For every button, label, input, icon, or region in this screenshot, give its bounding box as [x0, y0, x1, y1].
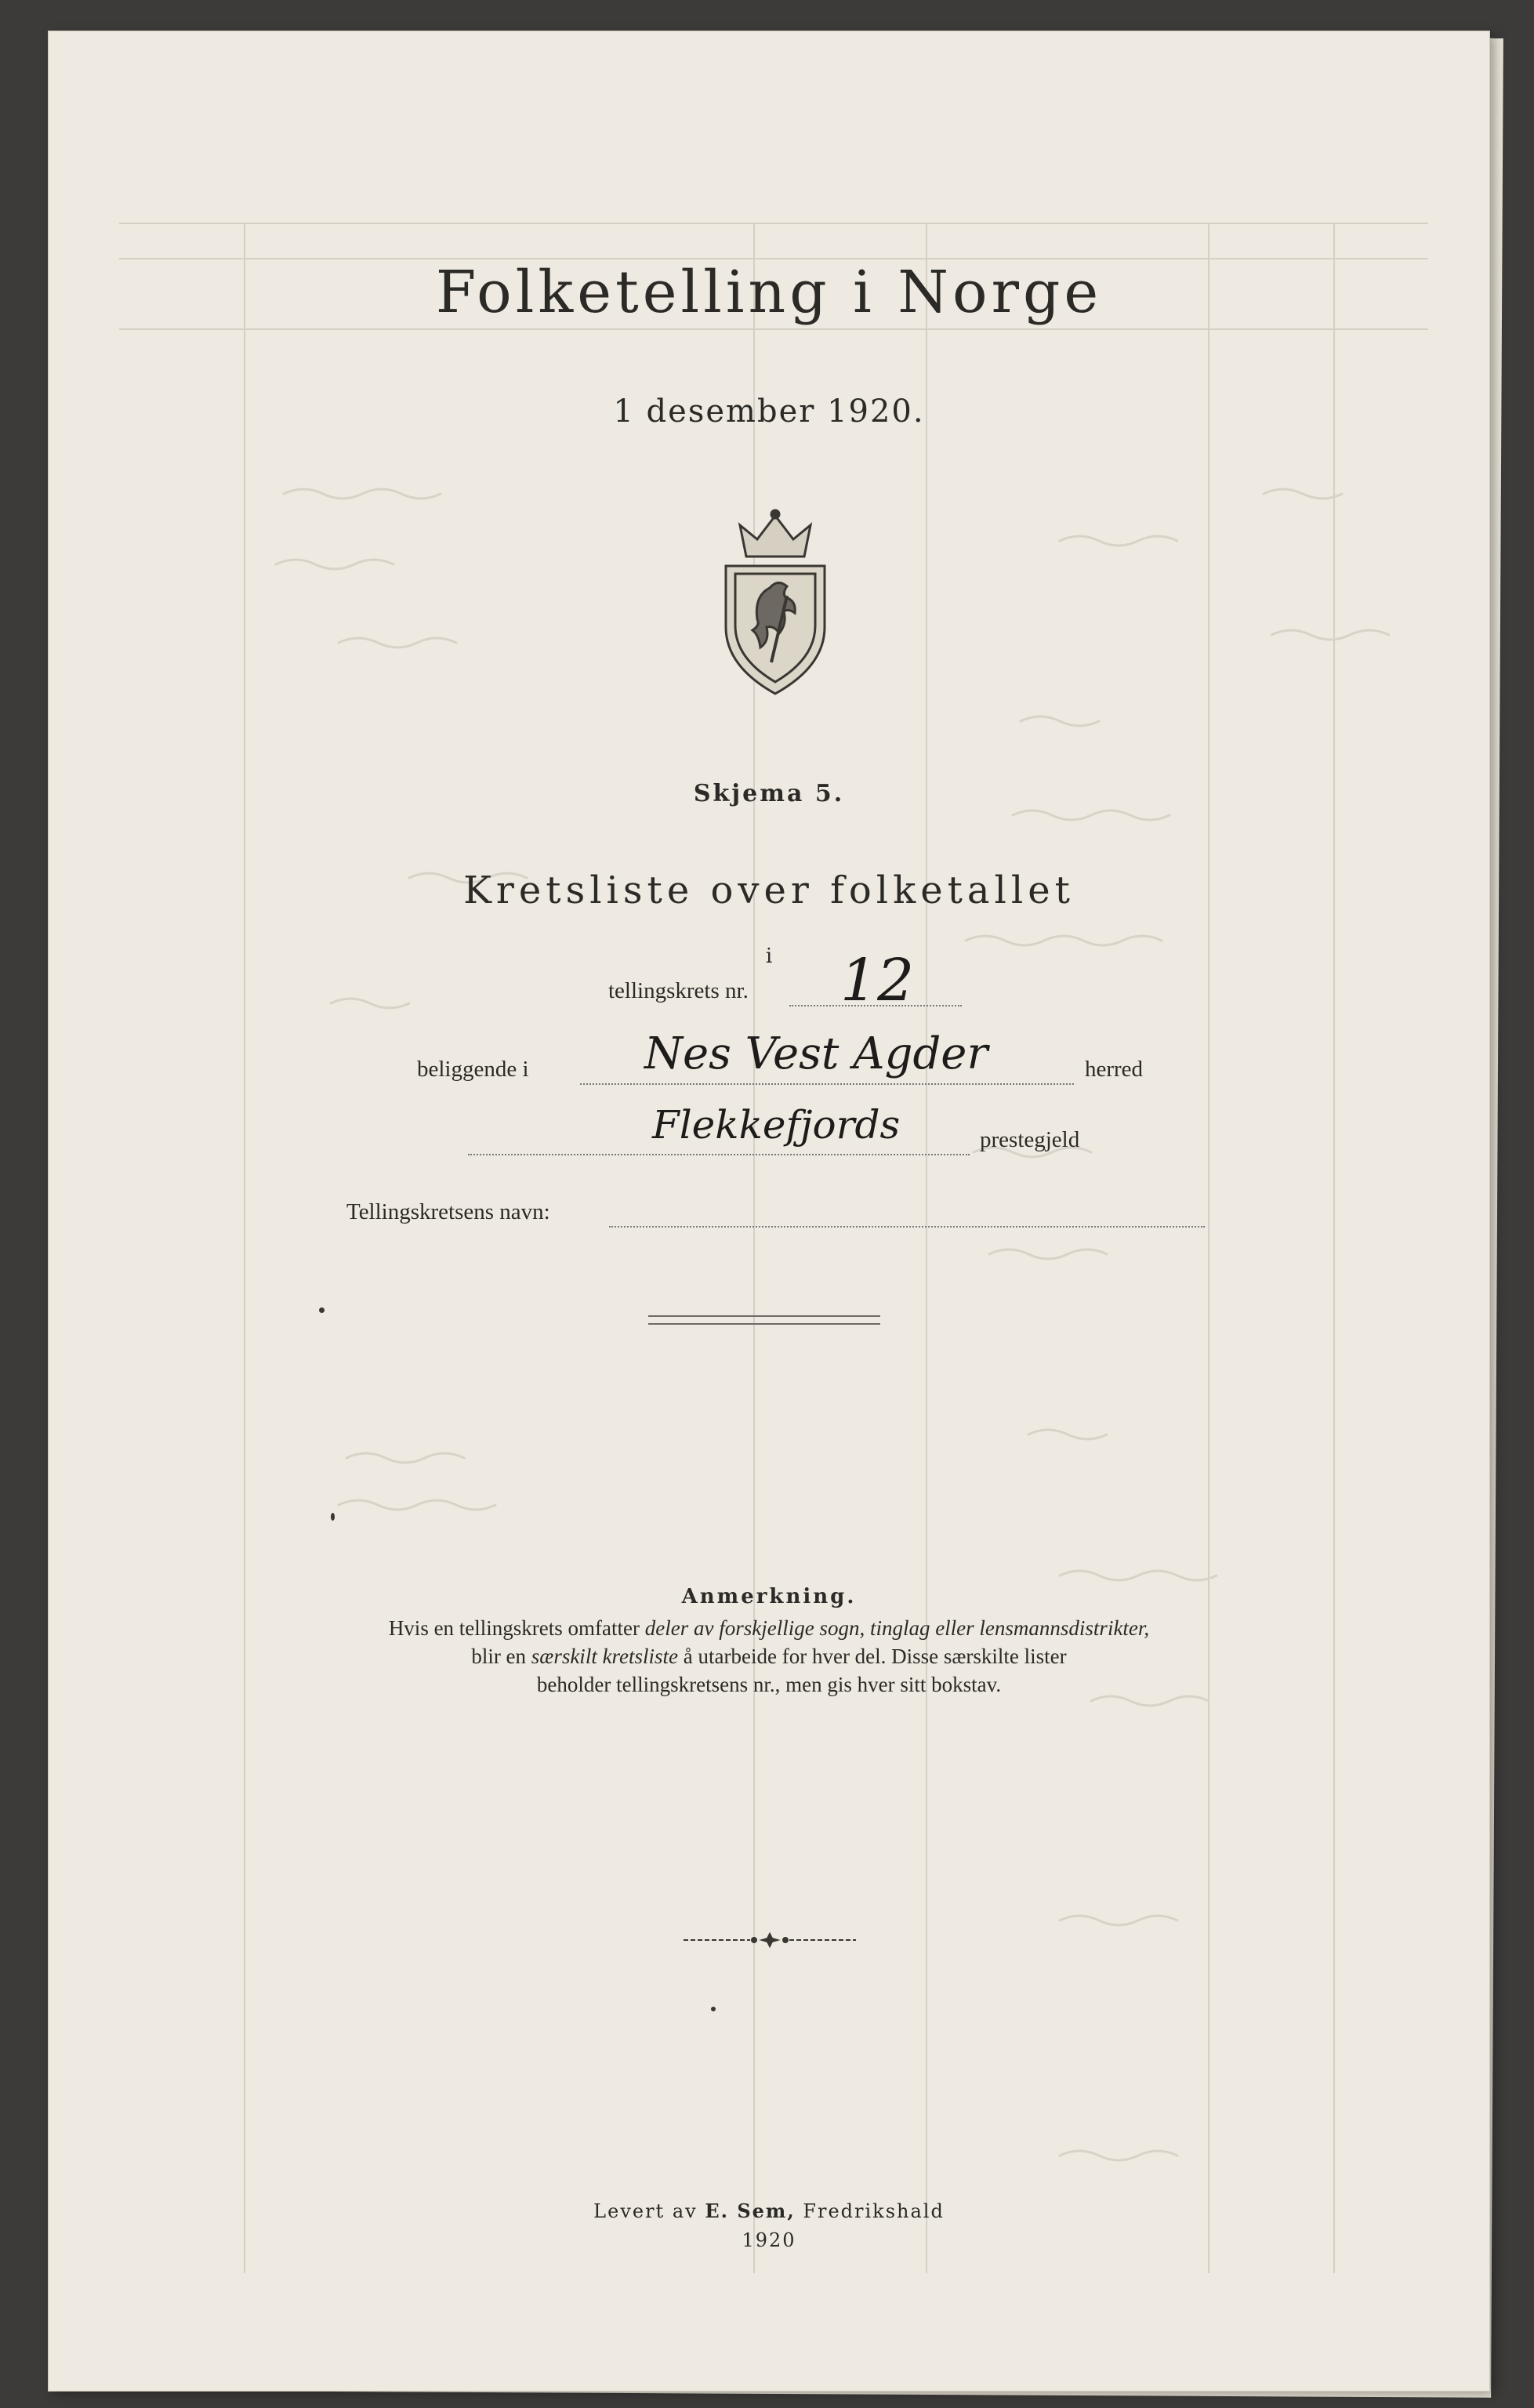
schema-number: Skjema 5.: [693, 780, 845, 807]
printer-place: Fredrikshald: [795, 2200, 945, 2222]
printer-prefix: Levert av: [593, 2200, 705, 2222]
ink-speck: [331, 1513, 335, 1521]
note-line-1: [49, 1616, 1489, 1641]
note-line-1-italic: deler av forskjellige sogn, tinglag eller lensmannsdistrikter,: [644, 1616, 1150, 1640]
herred-label: herred: [1085, 1057, 1144, 1082]
census-form-page: [49, 31, 1489, 2391]
navn-label: Tellingskretsens navn:: [346, 1199, 550, 1224]
connector-word: i: [765, 945, 773, 968]
note-line-2-italic: særskilt kretsliste: [531, 1645, 679, 1668]
prestegjeld-underline: [468, 1154, 970, 1155]
note-line-1-text: Hvis en tellingskrets omfatter: [388, 1616, 645, 1640]
printer-year: 1920: [742, 2229, 796, 2251]
form-title: Folketelling i Norge: [435, 259, 1103, 326]
krets-value[interactable]: 12: [840, 947, 915, 1014]
navn-underline: [609, 1226, 1205, 1228]
separator-rule: [648, 1323, 880, 1325]
norway-coat-of-arms-icon: [709, 502, 842, 698]
separator-rule: [648, 1315, 880, 1317]
beliggende-value[interactable]: Nes Vest Agder: [644, 1028, 988, 1079]
ink-speck: [319, 1307, 325, 1313]
prestegjeld-label: prestegjeld: [980, 1127, 1080, 1152]
printer-credit: [49, 2199, 1489, 2222]
bleed-through-texture: [49, 31, 1489, 2391]
ink-speck: [711, 2007, 716, 2011]
form-heading: Kretsliste over folketallet: [463, 869, 1075, 912]
beliggende-label: beliggende i: [417, 1057, 529, 1082]
ornament-divider-icon: [676, 1932, 864, 1948]
prestegjeld-value[interactable]: Flekkefjords: [652, 1102, 901, 1148]
note-line-2-rest: å utarbeide for hver del. Disse særskilte lister: [678, 1645, 1067, 1668]
printer-name: E. Sem,: [705, 2199, 796, 2222]
note-line-2: [49, 1645, 1489, 1669]
krets-label: tellingskrets nr.: [608, 978, 749, 1003]
note-line-3: beholder tellingskretsens nr., men gis hver sitt bokstav.: [536, 1673, 1002, 1696]
census-date: 1 desember 1920.: [613, 393, 925, 430]
note-heading: Anmerkning.: [681, 1585, 857, 1608]
note-line-2-text: blir en: [471, 1645, 531, 1668]
beliggende-underline: [580, 1083, 1074, 1085]
